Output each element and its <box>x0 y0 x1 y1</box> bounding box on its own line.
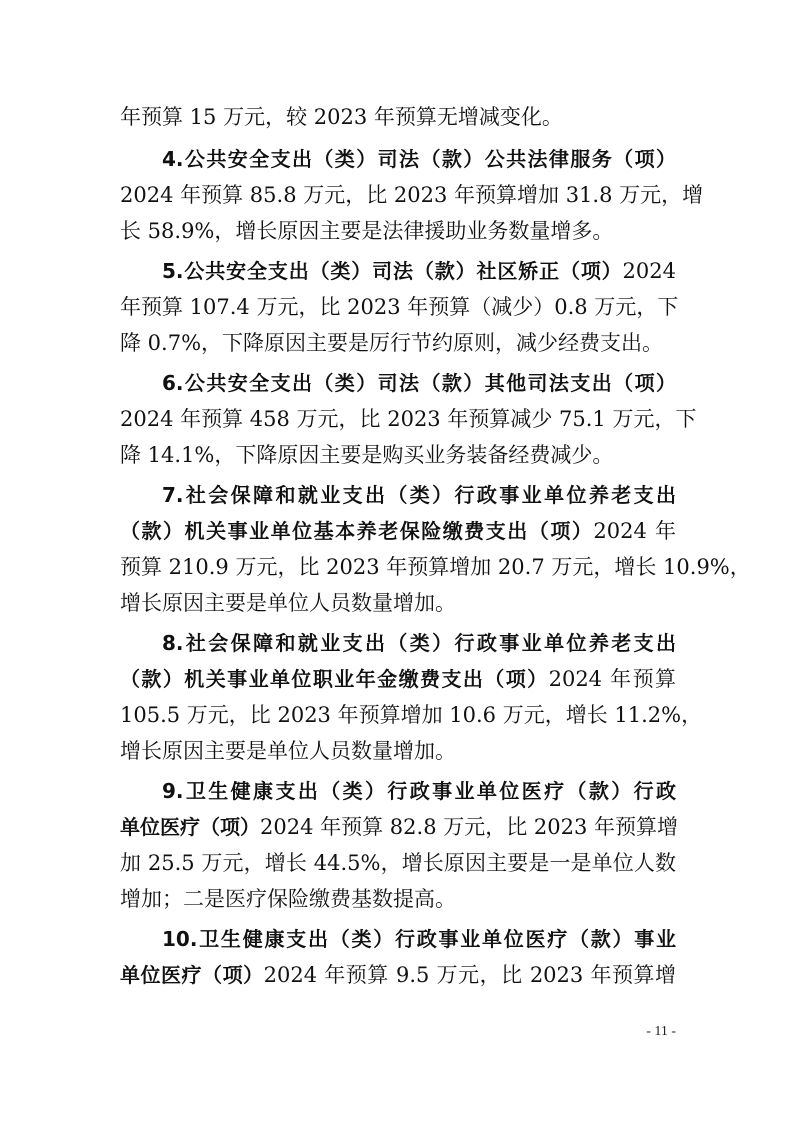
section-heading: 4.公共安全支出（类）司法（款）公共法律服务（项） <box>162 147 676 171</box>
page-number: - 11 - <box>646 1024 676 1039</box>
section-heading: 7.社会保障和就业支出（类）行政事业单位养老支出 <box>162 483 676 507</box>
text-line: 年预算 107.4 万元，比 2023 年预算（减少）0.8 万元，下 <box>120 295 679 319</box>
text-line: 2024 年预算 458 万元，比 2023 年预算减少 75.1 万元，下 <box>120 407 697 431</box>
text-line: 降 14.1%，下降原因主要是购买业务装备经费减少。 <box>120 443 614 467</box>
text-line: 年预算 15 万元，较 2023 年预算无增减变化。 <box>120 105 563 129</box>
text-line: 长 58.9%，增长原因主要是法律援助业务数量增多。 <box>120 219 614 243</box>
section-heading: 6.公共安全支出（类）司法（款）其他司法支出（项） <box>162 371 676 395</box>
text-line: 降 0.7%，下降原因主要是厉行节约原则，减少经费支出。 <box>120 331 664 355</box>
text-line: （款）机关事业单位基本养老保险缴费支出（项）2024 年 <box>120 519 676 543</box>
text-line: 单位医疗（项）2024 年预算 9.5 万元，比 2023 年预算增 <box>120 963 676 987</box>
text-line: 单位医疗（项）2024 年预算 82.8 万元，比 2023 年预算增 <box>120 815 679 839</box>
section-heading: 8.社会保障和就业支出（类）行政事业单位养老支出 <box>162 631 676 655</box>
text-line: 加 25.5 万元，增长 44.5%，增长原因主要是一是单位人数 <box>120 851 676 875</box>
text-line: 105.5 万元，比 2023 年预算增加 10.6 万元，增长 11.2%， <box>120 703 703 727</box>
text-line: 预算 210.9 万元，比 2023 年预算增加 20.7 万元，增长 10.9%， <box>120 555 751 579</box>
section-heading: 9.卫生健康支出（类）行政事业单位医疗（款）行政 <box>162 779 676 803</box>
text-line: （款）机关事业单位职业年金缴费支出（项）2024 年预算 <box>120 667 677 691</box>
text-line: 2024 年预算 85.8 万元，比 2023 年预算增加 31.8 万元，增 <box>120 183 704 207</box>
text-line: 增长原因主要是单位人员数量增加。 <box>120 591 456 615</box>
section-heading: 5.公共安全支出（类）司法（款）社区矫正（项）2024 <box>162 259 676 283</box>
text-line: 增加；二是医疗保险缴费基数提高。 <box>120 887 456 911</box>
text-line: 增长原因主要是单位人员数量增加。 <box>120 739 456 763</box>
section-heading: 10.卫生健康支出（类）行政事业单位医疗（款）事业 <box>162 927 676 951</box>
